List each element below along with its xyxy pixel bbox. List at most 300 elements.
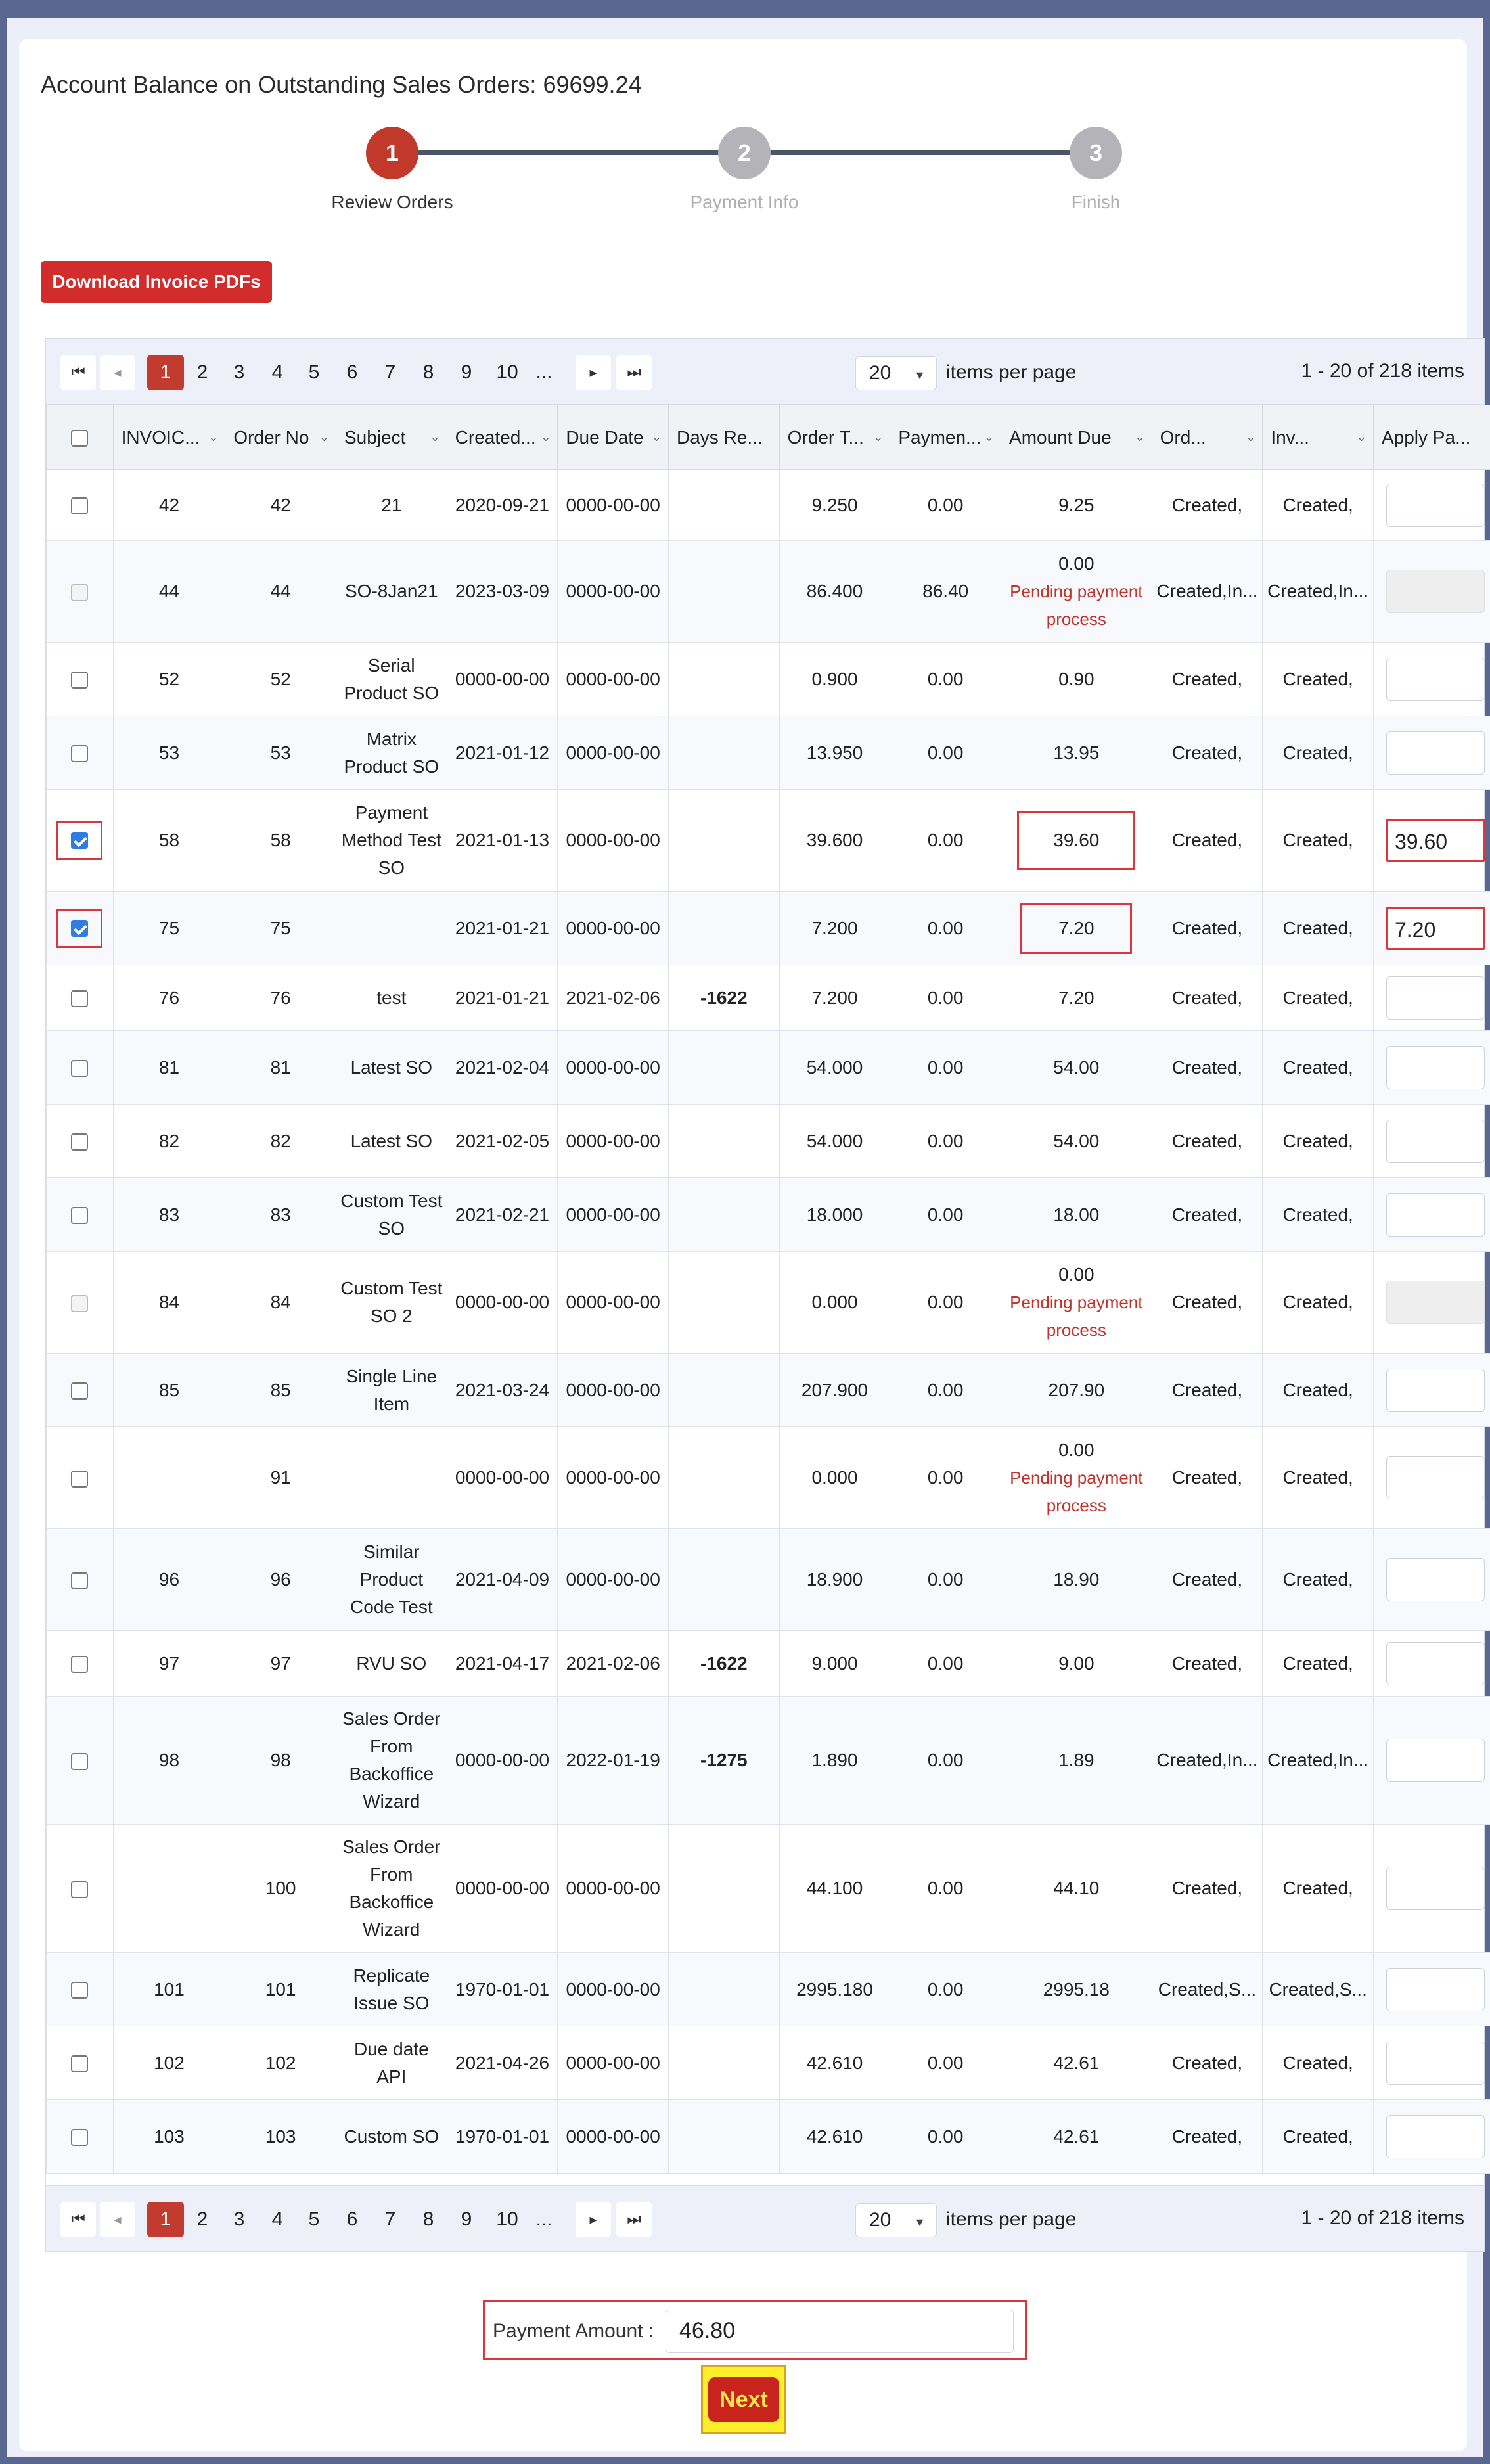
table-row — [47, 2026, 1490, 2100]
select-all-header[interactable] — [47, 405, 114, 470]
order-no-link[interactable]: 96 — [225, 1529, 336, 1631]
apply-payment-cell[interactable] — [1373, 716, 1490, 790]
apply-payment-cell[interactable] — [1373, 892, 1490, 965]
invoice-no-link[interactable]: 76 — [113, 965, 225, 1031]
last-page-icon: ⏭ — [627, 2210, 641, 2228]
pending-payment-note: Pending payment process — [1010, 582, 1143, 629]
apply-payment-input[interactable] — [1386, 658, 1485, 701]
page-1-button[interactable]: 1 — [147, 355, 184, 390]
row-select-cell[interactable] — [47, 541, 114, 643]
column-header[interactable] — [890, 405, 1001, 470]
column-menu-icon[interactable]: ⌄ — [983, 430, 995, 444]
invoice-status-cell: Created, — [1263, 2026, 1374, 2100]
row-checkbox[interactable] — [71, 745, 88, 762]
row-checkbox[interactable] — [71, 2055, 88, 2072]
last-page-icon: ⏭ — [627, 363, 641, 381]
amount-due-value: 9.25 — [1058, 494, 1095, 515]
column-menu-icon[interactable]: ⌄ — [541, 430, 551, 444]
payment-cell: 0.00 — [890, 470, 1001, 541]
apply-payment-input[interactable] — [1386, 1456, 1485, 1499]
order-status-cell: Created, — [1152, 1031, 1263, 1105]
order-total-cell: 1.890 — [779, 1697, 890, 1825]
row-select-cell[interactable] — [47, 1697, 114, 1825]
column-header[interactable] — [1001, 405, 1152, 470]
page-2-button[interactable]: 2 — [196, 2208, 208, 2230]
apply-payment-input[interactable] — [1386, 1867, 1485, 1910]
order-no-link[interactable]: 81 — [225, 1031, 336, 1105]
invoice-no-link[interactable]: 53 — [113, 716, 225, 790]
page-10-button[interactable]: 10 — [496, 2208, 518, 2230]
invoice-status-cell: Created, — [1263, 716, 1374, 790]
invoice-no-link[interactable]: 103 — [113, 2100, 225, 2174]
order-no-link[interactable]: 58 — [225, 790, 336, 892]
invoice-no-link[interactable]: 42 — [113, 470, 225, 541]
order-no-link[interactable]: 52 — [225, 643, 336, 716]
page-more-button[interactable]: ... — [535, 2208, 553, 2230]
row-checkbox[interactable] — [71, 1133, 88, 1151]
invoice-no-link[interactable]: 82 — [113, 1105, 225, 1178]
page-4-button[interactable]: 4 — [271, 2208, 283, 2230]
invoice-no-link[interactable]: 85 — [113, 1354, 225, 1427]
amount-due-value: 2995.18 — [1043, 1978, 1110, 1999]
next-button[interactable]: Next — [708, 2377, 779, 2422]
page-1-button[interactable]: 1 — [147, 2202, 184, 2237]
chevron-down-icon: ▼ — [914, 369, 926, 382]
invoice-no-link[interactable]: 98 — [113, 1697, 225, 1825]
row-select-cell[interactable] — [47, 1031, 114, 1105]
order-status-cell: Created, — [1152, 1178, 1263, 1252]
amount-due-cell — [1001, 1697, 1152, 1825]
created-date-cell: 2023-03-09 — [447, 541, 558, 643]
table-row — [47, 965, 1490, 1031]
created-date-cell: 2021-03-24 — [447, 1354, 558, 1427]
column-header-label: Due Date — [566, 426, 644, 447]
row-select-cell[interactable] — [47, 470, 114, 541]
apply-payment-cell[interactable] — [1373, 965, 1490, 1031]
order-no-link[interactable]: 91 — [225, 1427, 336, 1529]
invoice-no-link[interactable]: 97 — [113, 1631, 225, 1697]
row-select-cell[interactable] — [47, 790, 114, 892]
due-date-cell: 0000-00-00 — [558, 1031, 669, 1105]
created-date-cell: 2020-09-21 — [447, 470, 558, 541]
amount-due-cell — [1001, 1354, 1152, 1427]
apply-payment-input[interactable] — [1386, 2115, 1485, 2158]
row-checkbox[interactable] — [71, 1572, 88, 1589]
payment-cell: 0.00 — [890, 2100, 1001, 2174]
column-menu-icon[interactable]: ⌄ — [651, 430, 662, 444]
apply-payment-input[interactable] — [1386, 976, 1485, 1020]
payment-cell: 0.00 — [890, 1697, 1001, 1825]
payment-cell: 86.40 — [890, 541, 1001, 643]
page-8-button[interactable]: 8 — [422, 2208, 434, 2230]
first-page-button[interactable] — [60, 2202, 96, 2237]
amount-due-value: 18.90 — [1053, 1569, 1100, 1589]
apply-payment-cell[interactable] — [1373, 1178, 1490, 1252]
page-more-button[interactable]: ... — [535, 361, 553, 383]
page-5-button[interactable]: 5 — [308, 361, 320, 383]
row-select-cell[interactable] — [47, 1529, 114, 1631]
row-checkbox[interactable] — [71, 832, 88, 849]
order-status-cell: Created, — [1152, 1631, 1263, 1697]
subject-cell: 21 — [336, 470, 447, 541]
step-1-circle: 1 — [366, 127, 418, 179]
apply-payment-cell[interactable] — [1373, 1427, 1490, 1529]
apply-payment-cell[interactable] — [1373, 1252, 1490, 1354]
page-size-dropdown[interactable] — [855, 356, 937, 390]
step-2-circle: 2 — [718, 127, 771, 179]
invoice-status-cell: Created, — [1263, 1252, 1374, 1354]
column-header-label: INVOIC... — [121, 426, 200, 447]
column-menu-icon[interactable]: ⌄ — [208, 430, 219, 444]
row-select-cell[interactable] — [47, 965, 114, 1031]
apply-payment-input[interactable] — [1386, 1046, 1485, 1089]
order-total-cell: 42.610 — [779, 2026, 890, 2100]
column-header-label: Created... — [455, 426, 536, 447]
apply-payment-cell[interactable] — [1373, 643, 1490, 716]
column-header[interactable] — [1263, 405, 1374, 470]
row-checkbox[interactable] — [71, 1982, 88, 1999]
apply-payment-cell[interactable] — [1373, 1105, 1490, 1178]
days-remaining-cell — [669, 716, 780, 790]
prev-page-button[interactable] — [100, 355, 135, 390]
first-page-icon: ⏮ — [71, 2210, 85, 2228]
page-6-button[interactable]: 6 — [346, 361, 358, 383]
next-page-icon: ▸ — [589, 2211, 597, 2227]
column-header[interactable] — [336, 405, 447, 470]
subject-cell: test — [336, 965, 447, 1031]
due-date-cell: 0000-00-00 — [558, 1354, 669, 1427]
days-remaining-cell — [669, 2026, 780, 2100]
page-9-button[interactable]: 9 — [461, 2208, 472, 2230]
order-no-link[interactable]: 100 — [225, 1825, 336, 1953]
row-checkbox[interactable] — [71, 497, 88, 514]
items-per-page-label: items per page — [946, 361, 1077, 383]
row-checkbox[interactable] — [71, 1656, 88, 1673]
apply-payment-input[interactable] — [1386, 731, 1485, 775]
download-invoice-pdfs-button[interactable]: Download Invoice PDFs — [41, 261, 272, 303]
invoice-no-link[interactable]: 101 — [113, 1953, 225, 2026]
next-page-button[interactable] — [576, 2202, 611, 2237]
row-checkbox[interactable] — [71, 2129, 88, 2146]
column-menu-icon[interactable]: ⌄ — [430, 430, 440, 444]
next-highlight — [701, 2365, 786, 2434]
page-size-dropdown[interactable] — [855, 2203, 937, 2237]
due-date-cell: 0000-00-00 — [558, 2026, 669, 2100]
apply-payment-input[interactable] — [1386, 2042, 1485, 2085]
days-remaining-cell — [669, 1354, 780, 1427]
order-no-link[interactable]: 76 — [225, 965, 336, 1031]
pager-info: 1 - 20 of 218 items — [1301, 2207, 1464, 2229]
invoice-no-link[interactable]: 58 — [113, 790, 225, 892]
apply-payment-cell[interactable] — [1373, 1953, 1490, 2026]
row-checkbox[interactable] — [71, 1060, 88, 1077]
order-total-cell: 9.000 — [779, 1631, 890, 1697]
first-page-button[interactable] — [60, 355, 96, 390]
payment-amount-input[interactable]: 46.80 — [666, 2310, 1014, 2353]
due-date-cell: 0000-00-00 — [558, 1178, 669, 1252]
days-remaining-cell — [669, 1105, 780, 1178]
order-total-cell: 39.600 — [779, 790, 890, 892]
column-header[interactable] — [113, 405, 225, 470]
amount-due-cell — [1001, 1031, 1152, 1105]
table-row — [47, 541, 1490, 643]
row-select-cell[interactable] — [47, 1427, 114, 1529]
invoice-status-cell: Created, — [1263, 1427, 1374, 1529]
invoice-status-cell: Created, — [1263, 470, 1374, 541]
order-no-link[interactable]: 84 — [225, 1252, 336, 1354]
amount-due-value: 13.95 — [1053, 742, 1100, 763]
order-status-cell: Created, — [1152, 1529, 1263, 1631]
row-checkbox — [71, 1295, 88, 1312]
order-no-link[interactable]: 83 — [225, 1178, 336, 1252]
invoice-no-link[interactable] — [113, 1825, 225, 1953]
amount-due-highlight — [1017, 811, 1135, 870]
page-2-button[interactable]: 2 — [196, 361, 208, 383]
order-no-link[interactable]: 85 — [225, 1354, 336, 1427]
page-7-button[interactable]: 7 — [384, 2208, 396, 2230]
pager-info: 1 - 20 of 218 items — [1301, 360, 1464, 382]
order-no-link[interactable]: 53 — [225, 716, 336, 790]
order-status-cell: Created, — [1152, 965, 1263, 1031]
column-menu-icon[interactable]: ⌄ — [873, 430, 884, 444]
row-select-cell[interactable] — [47, 1631, 114, 1697]
amount-due-value: 42.61 — [1053, 2126, 1100, 2147]
payment-amount-box — [483, 2300, 1027, 2360]
column-header[interactable] — [1373, 405, 1490, 470]
amount-due-highlight — [1020, 903, 1132, 954]
amount-due-value: 54.00 — [1053, 1130, 1100, 1151]
payment-cell: 0.00 — [890, 1031, 1001, 1105]
apply-payment-input[interactable] — [1386, 1120, 1485, 1163]
order-status-cell: Created,S... — [1152, 1953, 1263, 2026]
select-all-checkbox[interactable] — [71, 430, 88, 447]
amount-due-cell — [1001, 1252, 1152, 1354]
order-no-link[interactable]: 42 — [225, 470, 336, 541]
apply-payment-cell[interactable] — [1373, 1529, 1490, 1631]
invoice-status-cell: Created,In... — [1263, 541, 1374, 643]
order-total-cell: 7.200 — [779, 965, 890, 1031]
amount-due-cell — [1001, 1825, 1152, 1953]
days-remaining-cell — [669, 1427, 780, 1529]
order-total-cell: 18.900 — [779, 1529, 890, 1631]
page-8-button[interactable]: 8 — [422, 361, 434, 383]
apply-payment-cell[interactable] — [1373, 1354, 1490, 1427]
invoice-no-link[interactable]: 52 — [113, 643, 225, 716]
payment-cell: 0.00 — [890, 1252, 1001, 1354]
table-row — [47, 1697, 1490, 1825]
apply-payment-cell[interactable] — [1373, 470, 1490, 541]
page-9-button[interactable]: 9 — [461, 361, 472, 383]
order-status-cell: Created, — [1152, 1427, 1263, 1529]
row-select-cell[interactable] — [47, 1178, 114, 1252]
row-checkbox[interactable] — [71, 1471, 88, 1488]
subject-cell: Similar Product Code Test — [336, 1529, 447, 1631]
created-date-cell: 0000-00-00 — [447, 1427, 558, 1529]
order-no-link[interactable]: 44 — [225, 541, 336, 643]
column-menu-icon[interactable]: ⌄ — [1356, 430, 1366, 444]
created-date-cell: 2021-04-09 — [447, 1529, 558, 1631]
column-header[interactable] — [779, 405, 890, 470]
column-menu-icon[interactable]: ⌄ — [1135, 430, 1145, 444]
apply-payment-input[interactable] — [1386, 1193, 1485, 1237]
apply-payment-input[interactable] — [1386, 484, 1485, 527]
due-date-cell: 0000-00-00 — [558, 892, 669, 965]
payment-cell: 0.00 — [890, 716, 1001, 790]
invoice-status-cell: Created, — [1263, 1631, 1374, 1697]
apply-payment-cell[interactable] — [1373, 1697, 1490, 1825]
table-row — [47, 1631, 1490, 1697]
page-7-button[interactable]: 7 — [384, 361, 396, 383]
apply-payment-input[interactable] — [1386, 1642, 1485, 1685]
invoice-no-link[interactable]: 96 — [113, 1529, 225, 1631]
invoice-no-link[interactable]: 84 — [113, 1252, 225, 1354]
order-status-cell: Created, — [1152, 892, 1263, 965]
row-checkbox[interactable] — [71, 920, 88, 937]
amount-due-cell — [1001, 541, 1152, 643]
order-total-cell: 44.100 — [779, 1825, 890, 1953]
apply-payment-cell[interactable] — [1373, 790, 1490, 892]
page-3-button[interactable]: 3 — [233, 2208, 245, 2230]
row-select-cell[interactable] — [47, 2026, 114, 2100]
invoice-status-cell: Created, — [1263, 1031, 1374, 1105]
created-date-cell: 0000-00-00 — [447, 1697, 558, 1825]
row-select-cell[interactable] — [47, 2100, 114, 2174]
first-page-icon: ⏮ — [71, 363, 85, 381]
column-header[interactable] — [1152, 405, 1263, 470]
row-checkbox-highlight — [56, 821, 102, 860]
last-page-button[interactable] — [616, 355, 652, 390]
invoice-status-cell: Created, — [1263, 1105, 1374, 1178]
apply-payment-input[interactable] — [1386, 1739, 1485, 1782]
invoice-no-link[interactable]: 102 — [113, 2026, 225, 2100]
table-row — [47, 1953, 1490, 2026]
column-header-label: Amount Due — [1009, 426, 1112, 447]
order-total-cell: 7.200 — [779, 892, 890, 965]
column-header[interactable] — [225, 405, 336, 470]
created-date-cell: 2021-01-13 — [447, 790, 558, 892]
row-select-cell[interactable] — [47, 892, 114, 965]
amount-due-value: 0.90 — [1058, 668, 1095, 689]
page-6-button[interactable]: 6 — [346, 2208, 358, 2230]
prev-page-icon: ◂ — [114, 2211, 122, 2227]
amount-due-value: 0.00 — [1058, 1440, 1095, 1460]
prev-page-button[interactable] — [100, 2202, 135, 2237]
next-page-button[interactable] — [576, 355, 611, 390]
order-no-link[interactable]: 75 — [225, 892, 336, 965]
days-remaining-cell — [669, 2100, 780, 2174]
order-no-link[interactable]: 103 — [225, 2100, 336, 2174]
order-no-link[interactable]: 102 — [225, 2026, 336, 2100]
row-select-cell[interactable] — [47, 1252, 114, 1354]
row-checkbox[interactable] — [71, 1753, 88, 1770]
page-10-button[interactable]: 10 — [496, 361, 518, 383]
apply-payment-input[interactable] — [1386, 1369, 1485, 1412]
amount-due-value: 7.20 — [1058, 987, 1095, 1008]
column-menu-icon[interactable]: ⌄ — [1246, 430, 1256, 444]
column-menu-icon[interactable]: ⌄ — [319, 430, 329, 444]
payment-cell: 0.00 — [890, 1178, 1001, 1252]
order-status-cell: Created, — [1152, 470, 1263, 541]
subject-cell: Sales Order From Backoffice Wizard — [336, 1825, 447, 1953]
due-date-cell: 0000-00-00 — [558, 1105, 669, 1178]
apply-payment-cell[interactable] — [1373, 1631, 1490, 1697]
apply-payment-cell[interactable] — [1373, 2100, 1490, 2174]
due-date-cell: 0000-00-00 — [558, 1427, 669, 1529]
invoice-status-cell: Created,In... — [1263, 1697, 1374, 1825]
invoice-no-link[interactable]: 75 — [113, 892, 225, 965]
apply-payment-input[interactable] — [1386, 1968, 1485, 2011]
amount-due-cell — [1001, 965, 1152, 1031]
order-no-link[interactable]: 98 — [225, 1697, 336, 1825]
row-checkbox[interactable] — [71, 1382, 88, 1400]
page-5-button[interactable]: 5 — [308, 2208, 320, 2230]
row-checkbox[interactable] — [71, 1207, 88, 1224]
amount-due-cell — [1001, 1529, 1152, 1631]
payment-cell: 0.00 — [890, 1529, 1001, 1631]
subject-cell: Custom Test SO 2 — [336, 1252, 447, 1354]
apply-payment-input[interactable] — [1386, 1558, 1485, 1601]
days-remaining-cell — [669, 1178, 780, 1252]
order-total-cell: 0.900 — [779, 643, 890, 716]
table-row — [47, 790, 1490, 892]
row-select-cell[interactable] — [47, 1825, 114, 1953]
invoice-no-link[interactable] — [113, 1427, 225, 1529]
row-select-cell[interactable] — [47, 643, 114, 716]
days-remaining-cell — [669, 1825, 780, 1953]
column-header[interactable] — [669, 405, 780, 470]
table-row — [47, 1031, 1490, 1105]
days-remaining-cell — [669, 1031, 780, 1105]
due-date-cell: 0000-00-00 — [558, 643, 669, 716]
apply-payment-input — [1386, 1281, 1485, 1324]
invoice-no-link[interactable]: 81 — [113, 1031, 225, 1105]
subject-cell: Matrix Product SO — [336, 716, 447, 790]
row-checkbox[interactable] — [71, 1881, 88, 1898]
next-page-icon: ▸ — [589, 364, 597, 380]
amount-due-cell — [1001, 470, 1152, 541]
row-select-cell[interactable] — [47, 1105, 114, 1178]
order-no-link[interactable]: 101 — [225, 1953, 336, 2026]
apply-payment-input — [1386, 570, 1485, 613]
pending-payment-note: Pending payment process — [1010, 1468, 1143, 1515]
apply-payment-cell[interactable] — [1373, 1825, 1490, 1953]
amount-due-cell — [1001, 1178, 1152, 1252]
order-no-link[interactable]: 82 — [225, 1105, 336, 1178]
order-total-cell: 42.610 — [779, 2100, 890, 2174]
row-select-cell[interactable] — [47, 716, 114, 790]
step-3-label: Finish — [1071, 192, 1121, 212]
page-4-button[interactable]: 4 — [271, 361, 283, 383]
row-checkbox[interactable] — [71, 990, 88, 1007]
apply-payment-cell[interactable] — [1373, 1031, 1490, 1105]
order-no-link[interactable]: 97 — [225, 1631, 336, 1697]
page-3-button[interactable]: 3 — [233, 361, 245, 383]
apply-payment-cell[interactable] — [1373, 2026, 1490, 2100]
row-select-cell[interactable] — [47, 1953, 114, 2026]
apply-payment-input[interactable]: 39.60 — [1386, 819, 1485, 862]
invoice-no-link[interactable]: 44 — [113, 541, 225, 643]
orders-grid — [45, 338, 1485, 2252]
last-page-button[interactable] — [616, 2202, 652, 2237]
invoice-no-link[interactable]: 83 — [113, 1178, 225, 1252]
apply-payment-cell[interactable] — [1373, 541, 1490, 643]
column-header[interactable] — [558, 405, 669, 470]
row-checkbox[interactable] — [71, 672, 88, 689]
column-header[interactable] — [447, 405, 558, 470]
row-select-cell[interactable] — [47, 1354, 114, 1427]
apply-payment-input[interactable]: 7.20 — [1386, 907, 1485, 950]
order-status-cell: Created, — [1152, 2100, 1263, 2174]
